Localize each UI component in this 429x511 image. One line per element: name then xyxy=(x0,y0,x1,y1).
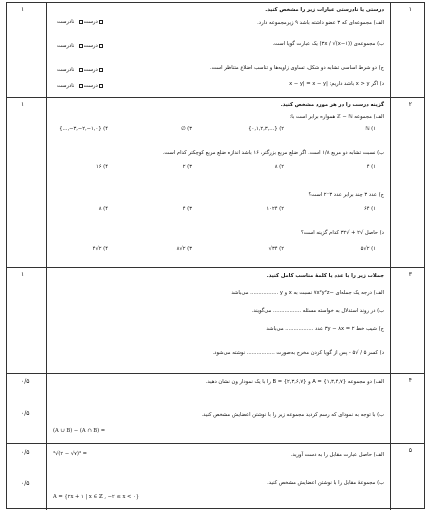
option-b4[interactable]: ۱۶ (۴ xyxy=(95,164,108,170)
option-c3[interactable]: ۴ (۳ xyxy=(182,206,192,212)
option-d1[interactable]: ۵√۲ (۱ xyxy=(360,246,376,252)
question-2 xyxy=(7,97,424,267)
question-number: ۳ xyxy=(408,271,412,278)
checkbox-false-c[interactable] xyxy=(99,68,103,72)
statement-a: الف) مجموعه‌ای که ۳ عضو داشته باشد ۹ زیرمجموعه دارد. xyxy=(257,20,384,26)
question-number: ۴ xyxy=(408,377,412,384)
question-title: درستی یا نادرستی عبارات زیر را مشخص کنید. xyxy=(265,7,384,13)
question-1 xyxy=(7,3,424,97)
part-b-text: ب) نسبت تشابه دو مربع ۱/۸ است. اگر ضلع مربع بزرگتر، ۱۶ باشد اندازه ضلع مربع کوچکتر کدام است. xyxy=(162,150,384,156)
option-b1[interactable]: ۴ (۱ xyxy=(366,164,376,170)
option-d4[interactable]: ۴√۲ (۴ xyxy=(92,246,108,252)
part-a: الف) دو مجموعه A = {۱,۳,۴,۷} و B = {۲,۳,۶,۷} را با یک نمودار ون نشان دهید. xyxy=(205,379,384,385)
part-b: ب) با توجه به نمودای که رسم کردید مجموعه زیر را با نوشتن اعضایش مشخص کنید. xyxy=(201,412,384,418)
choice-row-a: درست نادرست xyxy=(57,19,104,26)
score-b: ۰/۵ xyxy=(21,480,30,487)
checkbox-true-d[interactable] xyxy=(79,84,83,88)
part-a: الف) حاصل عبارت مقابل را به دست آورید. xyxy=(290,452,384,458)
option-c1[interactable]: ۶۴ (۱ xyxy=(363,206,376,212)
question-number: ۵ xyxy=(408,447,412,454)
blank-d: د) کسر ۵ / √۵ - پس از گویا کردن مخرج به‌صورت ................. نوشته می‌شود. xyxy=(212,350,384,356)
blank-a: الف) درجه یک جمله‌ای −۷x²y²z نسبت به x و y ................. می‌باشد xyxy=(231,290,384,296)
option-a2[interactable]: {۰,۱,۲,۳,...} (۲ xyxy=(248,126,284,132)
blank-c: ج) شیب خط ۳y − ۸x = ۲ عدد ................. می‌باشد xyxy=(266,326,384,332)
part-a-text: الف) مجموعه ℤ − ℕ همواره برابر است با: xyxy=(289,114,384,120)
question-score: ۱ xyxy=(21,6,25,13)
blank-b: ب) در روند استدلال به خواسته مسئله ................. می‌گویند. xyxy=(251,308,384,314)
question-number: ۲ xyxy=(408,101,412,108)
statement-b: ب) مجموعه‌ی (۳x / √(x−۱)) یک عبارت گویا است. xyxy=(272,41,384,47)
option-a1[interactable]: ℕ (۱ xyxy=(365,126,376,132)
choice-row-d: درست نادرست xyxy=(57,83,104,90)
exam-sheet xyxy=(6,2,425,509)
checkbox-true-b[interactable] xyxy=(79,44,83,48)
choice-row-c: درست نادرست xyxy=(57,67,104,74)
question-number: ۱ xyxy=(408,6,412,13)
option-a4[interactable]: {...,−۳,−۲,−۱,۰} (۴ xyxy=(59,126,108,132)
option-d2[interactable]: √۳۴ (۲ xyxy=(268,246,284,252)
checkbox-false-b[interactable] xyxy=(99,44,103,48)
formula-b: A = {۲x + ۱ | x ∈ ℤ , −۲ ≤ x < ۰} xyxy=(53,494,140,500)
part-d-text: د) حاصل √۲ + √۳۲ کدام گزینه است؟ xyxy=(301,230,384,236)
checkbox-false-a[interactable] xyxy=(99,20,103,24)
part-b: ب) مجموعهٔ مقابل را با نوشتن اعضایش مشخص کنید. xyxy=(267,480,384,486)
checkbox-false-d[interactable] xyxy=(99,84,103,88)
set-formula: (A ∪ B) − (A ∩ B) = xyxy=(53,428,106,434)
question-score: ۱ xyxy=(21,271,25,278)
option-a3[interactable]: ∅ (۳ xyxy=(181,126,192,132)
option-c4[interactable]: ۸ (۴ xyxy=(98,206,108,212)
part-c-text: ج) عدد ۳ چند برابر عدد ۳⁻۲ است؟ xyxy=(308,192,384,198)
question-3 xyxy=(7,267,424,373)
question-4 xyxy=(7,373,424,443)
choice-row-b: درست نادرست xyxy=(57,43,104,50)
formula-a: ³√(۲ − √۷)³ = xyxy=(53,451,88,457)
question-5 xyxy=(7,443,424,510)
option-b3[interactable]: ۲ (۳ xyxy=(182,164,192,170)
score-a: ۰/۵ xyxy=(21,378,30,385)
checkbox-true-c[interactable] xyxy=(79,68,83,72)
checkbox-true-a[interactable] xyxy=(79,20,83,24)
score-b: ۰/۵ xyxy=(21,410,30,417)
question-title: جملات زیر را با عدد یا کلمهٔ مناسب کامل کنید. xyxy=(266,273,384,279)
option-d3[interactable]: ۸√۲ (۳ xyxy=(176,246,192,252)
question-score: ۱ xyxy=(21,101,25,108)
option-c2[interactable]: ۱۰۲۴ (۲ xyxy=(266,206,284,212)
option-b2[interactable]: ۸ (۲ xyxy=(274,164,284,170)
statement-c: ج) دو شرط اساسی تشابه دو شکل، تساوی زاویه‌ها و تناسب اضلاع متناظر است. xyxy=(210,65,384,71)
score-a: ۰/۵ xyxy=(21,449,30,456)
statement-d: د) اگر x > y باشد داریم: |x − y| = x − y xyxy=(289,81,384,87)
question-title: گزینه درست را در هر مورد مشخص کنید. xyxy=(280,102,384,108)
